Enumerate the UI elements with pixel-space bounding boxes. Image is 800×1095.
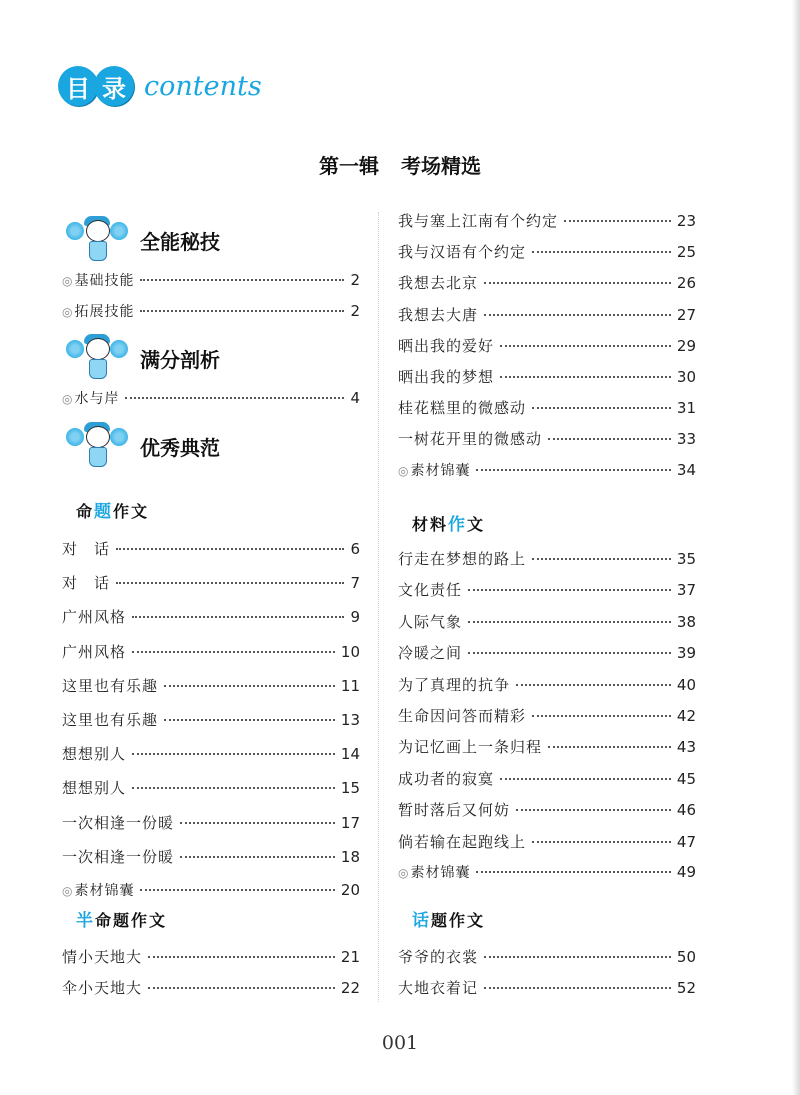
toc-entry-page: 30 — [676, 368, 696, 386]
feature-heading-3 — [62, 420, 220, 472]
bullet-icon: ◎ — [62, 392, 73, 406]
toc-entry[interactable] — [62, 946, 360, 967]
toc-entry-page: 2 — [350, 271, 360, 289]
logo-word: contents — [144, 70, 262, 102]
toc-entry-title: 倘若输在起跑线上 — [398, 832, 527, 851]
column-divider — [378, 212, 379, 1002]
toc-entry-page: 37 — [676, 581, 696, 600]
leader-dots — [532, 715, 671, 717]
feature-label: 优秀典范 — [140, 435, 220, 460]
leader-dots — [516, 809, 671, 811]
toc-entry-page: 33 — [676, 430, 696, 449]
toc-entry-title: 想想别人 — [62, 745, 127, 764]
toc-entry-title: 基础技能 — [74, 273, 135, 289]
leader-dots — [140, 279, 344, 281]
leader-dots — [125, 397, 344, 399]
toc-entry-title: 桂花糕里的微感动 — [398, 399, 527, 418]
leader-dots — [132, 616, 344, 618]
bullet-icon: ◎ — [398, 866, 409, 880]
toc-entry[interactable] — [62, 388, 360, 408]
toc-entry[interactable] — [62, 846, 360, 867]
toc-entry-page: 22 — [340, 979, 360, 997]
leader-dots — [116, 582, 344, 584]
leader-dots — [532, 558, 671, 560]
logo-bubble-2: 录 — [94, 66, 134, 106]
toc-entry-page: 20 — [340, 881, 360, 899]
toc-entry[interactable] — [398, 397, 696, 418]
leader-dots — [500, 345, 671, 347]
toc-entry-title: 我想去大唐 — [398, 305, 479, 324]
toc-entry-title: 文化责任 — [398, 581, 463, 600]
toc-entry[interactable] — [398, 799, 696, 820]
toc-entry-page: 4 — [350, 389, 360, 407]
toc-entry-page: 52 — [676, 979, 696, 997]
toc-entry-title: 晒出我的梦想 — [398, 368, 495, 386]
toc-entry-page: 40 — [676, 675, 696, 694]
toc-entry[interactable] — [398, 674, 696, 695]
toc-entry[interactable] — [398, 579, 696, 600]
toc-entry-title: 拓展技能 — [74, 304, 135, 320]
toc-entry[interactable] — [398, 210, 696, 231]
toc-entry[interactable] — [62, 301, 360, 321]
logo-bubble-1: 目 — [58, 66, 98, 106]
toc-entry[interactable] — [398, 642, 696, 663]
toc-entry-title: 一树花开里的微感动 — [398, 430, 543, 449]
toc-entry[interactable] — [62, 743, 360, 764]
toc-entry-title: 行走在梦想的路上 — [398, 550, 527, 568]
toc-entry-title: 冷暖之间 — [398, 644, 463, 663]
leader-dots — [484, 987, 671, 989]
toc-entry[interactable] — [398, 272, 696, 293]
toc-entry-title: 这里也有乐趣 — [62, 711, 159, 729]
toc-entry-page: 26 — [676, 274, 696, 293]
cheerleader-mascot-icon — [62, 332, 132, 384]
toc-entry-title: 伞小天地大 — [62, 979, 143, 997]
toc-entry-page: 42 — [676, 707, 696, 725]
toc-entry-page: 17 — [340, 813, 360, 832]
toc-entry-title: 水与岸 — [74, 391, 120, 407]
toc-entry-title: 晒出我的爱好 — [398, 336, 495, 355]
leader-dots — [116, 548, 344, 550]
leader-dots — [516, 684, 671, 686]
leader-dots — [468, 652, 671, 654]
feature-heading-1 — [62, 214, 220, 266]
leader-dots — [164, 719, 335, 721]
subhead-topic: 话题作文 — [412, 911, 486, 931]
leader-dots — [484, 956, 671, 958]
leader-dots — [500, 376, 671, 378]
leader-dots — [468, 589, 671, 591]
leader-dots — [476, 871, 670, 873]
toc-entry-page: 21 — [340, 948, 360, 966]
toc-entry[interactable] — [62, 709, 360, 730]
toc-entry-title: 素材锦囊 — [410, 462, 471, 479]
toc-entry-page: 39 — [676, 644, 696, 663]
feature-label: 满分剖析 — [140, 347, 220, 372]
leader-dots — [548, 438, 671, 440]
toc-entry-page: 9 — [350, 608, 360, 627]
leader-dots — [532, 841, 671, 843]
toc-entry-page: 49 — [676, 863, 696, 881]
leader-dots — [148, 956, 335, 958]
toc-entry[interactable] — [398, 736, 696, 757]
toc-entry-page: 27 — [676, 305, 696, 324]
toc-entry-title: 想想别人 — [62, 779, 127, 798]
bullet-icon: ◎ — [62, 274, 73, 288]
contents-logo — [58, 66, 262, 106]
toc-entry-title: 人际气象 — [398, 612, 463, 631]
leader-dots — [164, 685, 335, 687]
toc-entry-page: 25 — [676, 243, 696, 262]
leader-dots — [476, 469, 670, 471]
leader-dots — [132, 651, 335, 653]
toc-entry[interactable] — [62, 538, 360, 559]
toc-entry-title: 情小天地大 — [62, 948, 143, 966]
feature-label: 全能秘技 — [140, 229, 220, 254]
toc-entry[interactable] — [62, 812, 360, 833]
toc-entry-title: 大地衣着记 — [398, 979, 479, 997]
leader-dots — [140, 889, 334, 891]
toc-entry[interactable] — [398, 548, 696, 569]
leader-dots — [468, 621, 671, 623]
toc-entry-title: 一次相逢一份暖 — [62, 813, 175, 832]
toc-entry-page: 6 — [350, 540, 360, 558]
toc-entry-title: 对 话 — [62, 540, 111, 558]
toc-entry-page: 18 — [340, 847, 360, 866]
toc-entry-page: 14 — [340, 745, 360, 764]
leader-dots — [180, 822, 335, 824]
toc-entry[interactable] — [398, 611, 696, 632]
toc-entry[interactable] — [398, 366, 696, 387]
toc-entry-page: 50 — [676, 948, 696, 966]
toc-entry-page: 47 — [676, 832, 696, 851]
feature-heading-2 — [62, 332, 220, 384]
subhead-material: 材料作文 — [412, 515, 486, 535]
toc-entry-title: 这里也有乐趣 — [62, 676, 159, 695]
toc-entry[interactable] — [62, 675, 360, 696]
cheerleader-mascot-icon — [62, 420, 132, 472]
leader-dots — [180, 856, 335, 858]
toc-entry-title: 为了真理的抗争 — [398, 675, 511, 694]
toc-entry-title: 我与塞上江南有个约定 — [398, 212, 559, 230]
toc-entry[interactable] — [398, 768, 696, 789]
leader-dots — [140, 310, 344, 312]
toc-entry[interactable] — [62, 606, 360, 627]
toc-entry[interactable] — [398, 831, 696, 852]
toc-entry-title: 我想去北京 — [398, 274, 479, 293]
leader-dots — [132, 787, 335, 789]
leader-dots — [500, 778, 671, 780]
toc-entry-title: 对 话 — [62, 574, 111, 593]
section-title — [0, 150, 800, 179]
toc-entry-page: 7 — [350, 574, 360, 593]
toc-entry-page: 34 — [676, 460, 696, 479]
toc-entry-title: 生命因问答而精彩 — [398, 707, 527, 725]
toc-entry-title: 素材锦囊 — [74, 883, 135, 899]
toc-entry[interactable] — [398, 460, 696, 480]
toc-entry[interactable] — [62, 270, 360, 290]
toc-entry[interactable] — [62, 880, 360, 900]
toc-entry-page: 31 — [676, 399, 696, 418]
leader-dots — [532, 251, 671, 253]
toc-entry[interactable] — [62, 572, 360, 593]
toc-entry-page: 15 — [340, 779, 360, 798]
toc-entry-title: 一次相逢一份暖 — [62, 847, 175, 866]
toc-entry[interactable] — [398, 862, 696, 882]
cheerleader-mascot-icon — [62, 214, 132, 266]
toc-entry-page: 10 — [340, 642, 360, 661]
leader-dots — [564, 220, 671, 222]
toc-entry[interactable] — [398, 241, 696, 262]
subhead-semi-propositional: 半命题作文 — [76, 911, 168, 931]
bullet-icon: ◎ — [398, 463, 409, 478]
toc-entry[interactable] — [398, 705, 696, 726]
toc-entry-page: 2 — [350, 302, 360, 320]
toc-entry-page: 43 — [676, 738, 696, 757]
toc-entry-title: 广州风格 — [62, 608, 127, 627]
toc-entry-page: 29 — [676, 336, 696, 355]
toc-entry-page: 13 — [340, 711, 360, 729]
leader-dots — [148, 987, 335, 989]
toc-entry-page: 38 — [676, 612, 696, 631]
leader-dots — [532, 407, 671, 409]
toc-entry-title: 广州风格 — [62, 642, 127, 661]
toc-entry-page: 11 — [340, 676, 360, 695]
bullet-icon: ◎ — [62, 884, 73, 898]
toc-entry-title: 爷爷的衣裳 — [398, 948, 479, 966]
section-title-part1: 第一辑 — [319, 154, 379, 178]
subhead-propositional: 命题作文 — [76, 502, 150, 522]
toc-entry-title: 成功者的寂寞 — [398, 769, 495, 788]
toc-entry[interactable] — [398, 304, 696, 325]
leader-dots — [132, 753, 335, 755]
leader-dots — [484, 282, 671, 284]
leader-dots — [548, 746, 671, 748]
toc-entry-title: 素材锦囊 — [410, 865, 471, 881]
toc-entry[interactable] — [398, 335, 696, 356]
leader-dots — [484, 314, 671, 316]
page-number: 001 — [381, 1032, 419, 1054]
toc-entry[interactable] — [62, 641, 360, 662]
toc-entry[interactable] — [62, 777, 360, 798]
toc-entry-title: 我与汉语有个约定 — [398, 243, 527, 262]
toc-entry[interactable] — [398, 977, 696, 998]
section-title-part2: 考场精选 — [401, 154, 481, 178]
toc-entry-title: 为记忆画上一条归程 — [398, 738, 543, 757]
toc-entry[interactable] — [398, 946, 696, 967]
toc-entry-title: 暂时落后又何妨 — [398, 801, 511, 820]
toc-entry-page: 23 — [676, 212, 696, 230]
toc-entry[interactable] — [62, 977, 360, 998]
toc-entry-page: 35 — [676, 550, 696, 568]
bullet-icon: ◎ — [62, 305, 73, 319]
toc-entry[interactable] — [398, 428, 696, 449]
toc-entry-page: 45 — [676, 769, 696, 788]
toc-entry-page: 46 — [676, 801, 696, 820]
